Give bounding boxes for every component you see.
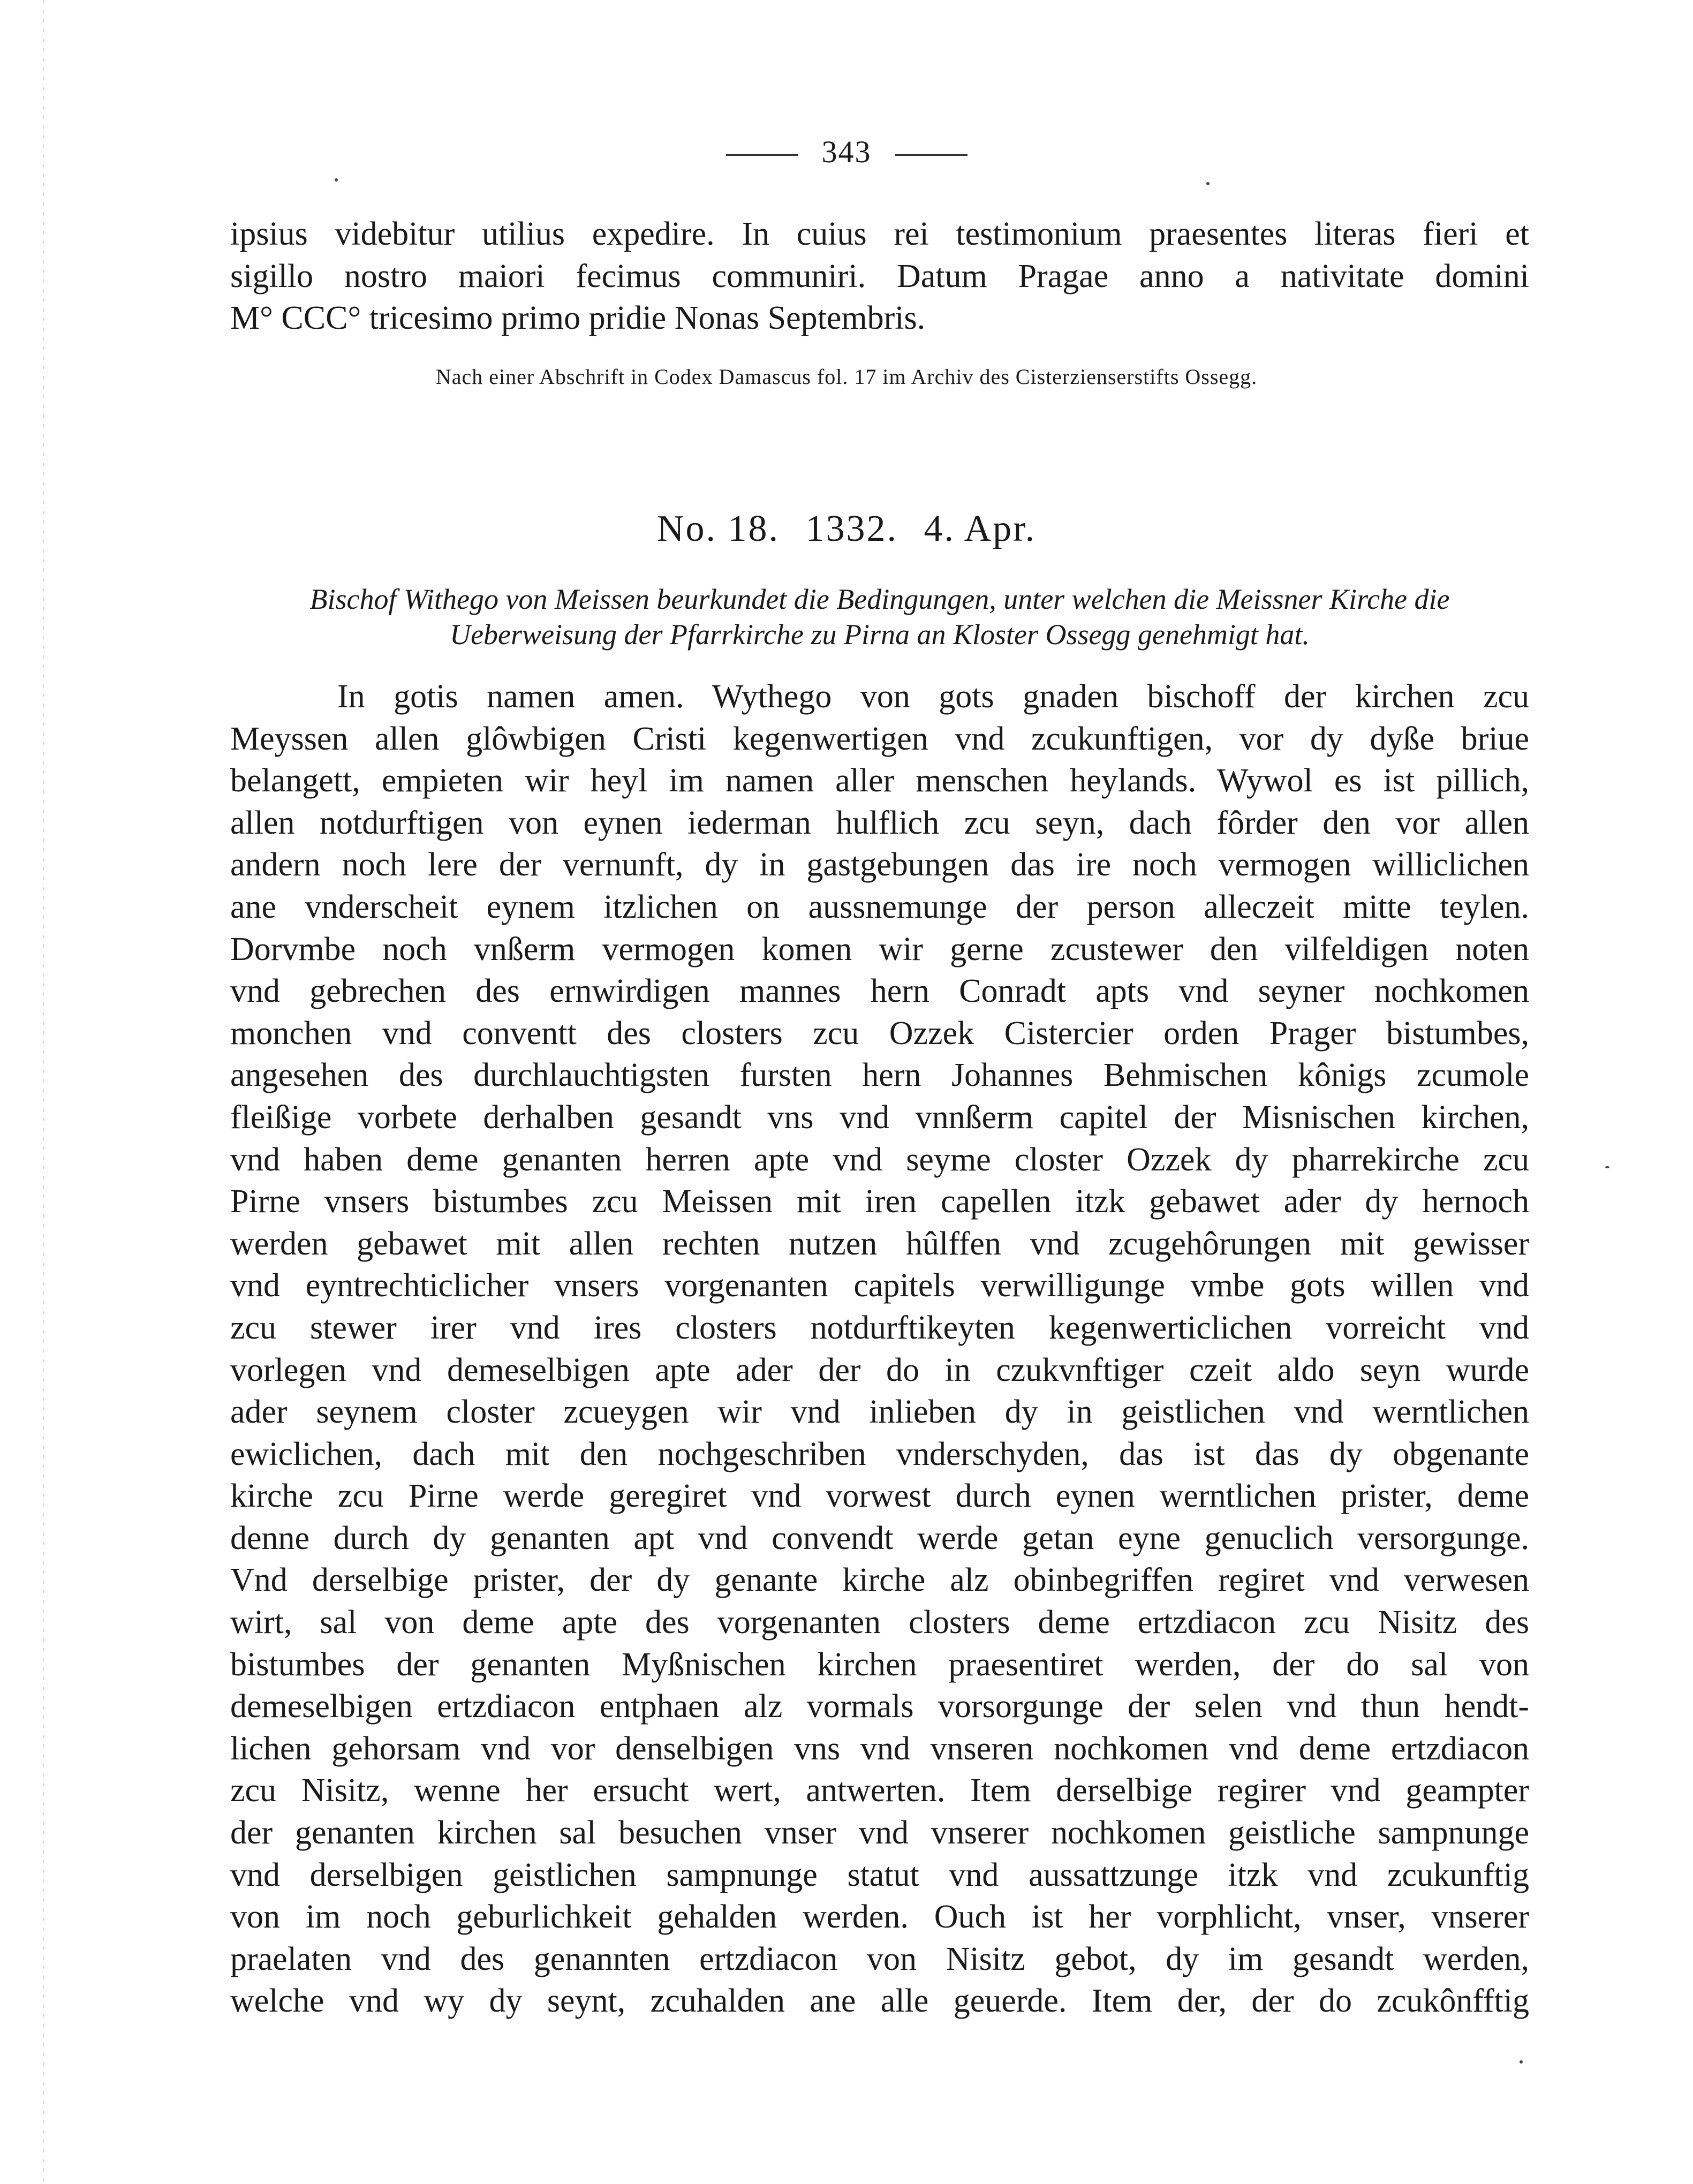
text-line: ipsius videbitur utilius expedire. In cuius rei testimonium praesentes literas fieri et [230,216,1529,252]
body-line: vnd gebrechen des ernwirdigen mannes hern Conradt apts vnd seyner nochkomen [230,973,1529,1010]
body-line: Pirne vnsers bistumbes zcu Meissen mit iren capellen itzk gebawet ader dy hernoch [230,1183,1529,1220]
body-line: der genanten kirchen sal besuchen vnser vnd vnserer nochkomen geistliche sampnunge [230,1815,1529,1852]
summary-line: Ueberweisung der Pfarrkirche zu Pirna an Kloster Ossegg genehmigt hat. [450,618,1310,651]
scan-margin-shadow [43,0,44,2184]
body-line: welche vnd wy dy seynt, zcuhalden ane alle geuerde. Item der, der do zcukônfftig [230,1983,1529,2020]
body-line: Meyssen allen glôwbigen Cristi kegenwertigen vnd zcukunftigen, vor dy dyße briue [230,720,1529,757]
body-line: zcu stewer irer vnd ires closters notdurftikeyten kegenwerticlichen vorreicht vnd [230,1309,1529,1346]
document-number: No. 18. [656,508,780,549]
body-line: vorlegen vnd demeselbigen apte ader der do in czukvnftiger czeit aldo seyn wurde [230,1351,1529,1388]
document-summary [230,581,1529,652]
document-heading [0,508,1693,550]
body-line: andern noch lere der vernunft, dy in gastgebungen das ire noch vermogen williclichen [230,847,1529,883]
scan-speck [1605,1166,1609,1168]
scan-speck [1206,182,1210,185]
text-line: sigillo nostro maiori fecimus communiri. Datum Pragae anno a nativitate domini [230,258,1529,294]
scan-speck [1520,2060,1523,2064]
source-note: Nach einer Abschrift in Codex Damascus fol. 17 im Archiv des Cisterzienserstifts Ossegg. [435,365,1258,389]
body-line: kirche zcu Pirne werde geregiret vnd vorwest durch eynen werntlichen prister, deme [230,1478,1529,1515]
body-line: vnd haben deme genanten herren apte vnd seyme closter Ozzek dy pharrekirche zcu [230,1141,1529,1178]
header-left-rule [726,154,798,156]
body-line: vnd eyntrechticlicher vnsers vorgenanten capitels verwilligunge vmbe gots willen vnd [230,1267,1529,1304]
body-line: Dorvmbe noch vnßerm vermogen komen wir gerne zcustewer den vilfeldigen noten [230,931,1529,968]
header-right-rule [895,154,968,156]
document-body [230,676,1529,2022]
body-line: belangett, empieten wir heyl im namen aller menschen heylands. Wywol es ist pillich, [230,762,1529,799]
body-line: ane vnderscheit eynem itzlichen on aussnemunge der person alleczeit mitte teylen. [230,888,1529,925]
text-line: M° CCC° tricesimo primo pridie Nonas Septembris. [230,300,926,337]
body-line: denne durch dy genanten apt vnd convendt werde getan eyne genuclich versorgunge. [230,1520,1529,1556]
body-line: bistumbes der genanten Myßnischen kirchen praesentiret werden, der do sal von [230,1646,1529,1683]
body-line: monchen vnd conventt des closters zcu Ozzek Cistercier orden Prager bistumbes, [230,1015,1529,1052]
body-line: fleißige vorbete derhalben gesandt vns vnd vnnßerm capitel der Misnischen kirchen, [230,1099,1529,1136]
document-date: 4. Apr. [924,508,1037,549]
body-line: demeselbigen ertzdiacon entphaen alz vormals vorsorgunge der selen vnd thun hendt- [230,1688,1529,1725]
body-line: Vnd derselbige prister, der dy genante kirche alz obinbegriffen regiret vnd verwesen [230,1562,1529,1599]
body-line: angesehen des durchlauchtigsten fursten hern Johannes Behmischen kônigs zcumole [230,1057,1529,1094]
body-line: ewiclichen, dach mit den nochgeschriben vnderschyden, das ist das dy obgenante [230,1435,1529,1472]
scan-speck [335,178,338,182]
previous-document-ending [230,213,1529,339]
body-line: von im noch geburlichkeit gehalden werden. Ouch ist her vorphlicht, vnser, vnserer [230,1899,1529,1936]
body-line: In gotis namen amen. Wythego von gots gnaden bischoff der kirchen zcu [337,678,1529,715]
body-line: ader seynem closter zcueygen wir vnd inlieben dy in geistlichen vnd werntlichen [230,1394,1529,1431]
body-line: allen notdurftigen von eynen iederman hulflich zcu seyn, dach fôrder den vor allen [230,804,1529,841]
body-line: werden gebawet mit allen rechten nutzen hûlffen vnd zcugehôrungen mit gewisser [230,1225,1529,1262]
body-line: praelaten vnd des genannten ertzdiacon von Nisitz gebot, dy im gesandt werden, [230,1940,1529,1977]
document-year: 1332. [805,508,898,549]
page-number: 343 [821,134,872,169]
body-line: zcu Nisitz, wenne her ersucht wert, antwerten. Item derselbige regirer vnd geampter [230,1772,1529,1809]
page-header [0,134,1693,170]
body-line: vnd derselbigen geistlichen sampnunge statut vnd aussattzunge itzk vnd zcukunftig [230,1856,1529,1893]
summary-line: Bischof Withego von Meissen beurkundet die Bedingungen, unter welchen die Meissner Kirche die [309,583,1450,615]
body-line: lichen gehorsam vnd vor denselbigen vns vnd vnseren nochkomen vnd deme ertzdiacon [230,1730,1529,1767]
body-line: wirt, sal von deme apte des vorgenanten closters deme ertzdiacon zcu Nisitz des [230,1604,1529,1641]
